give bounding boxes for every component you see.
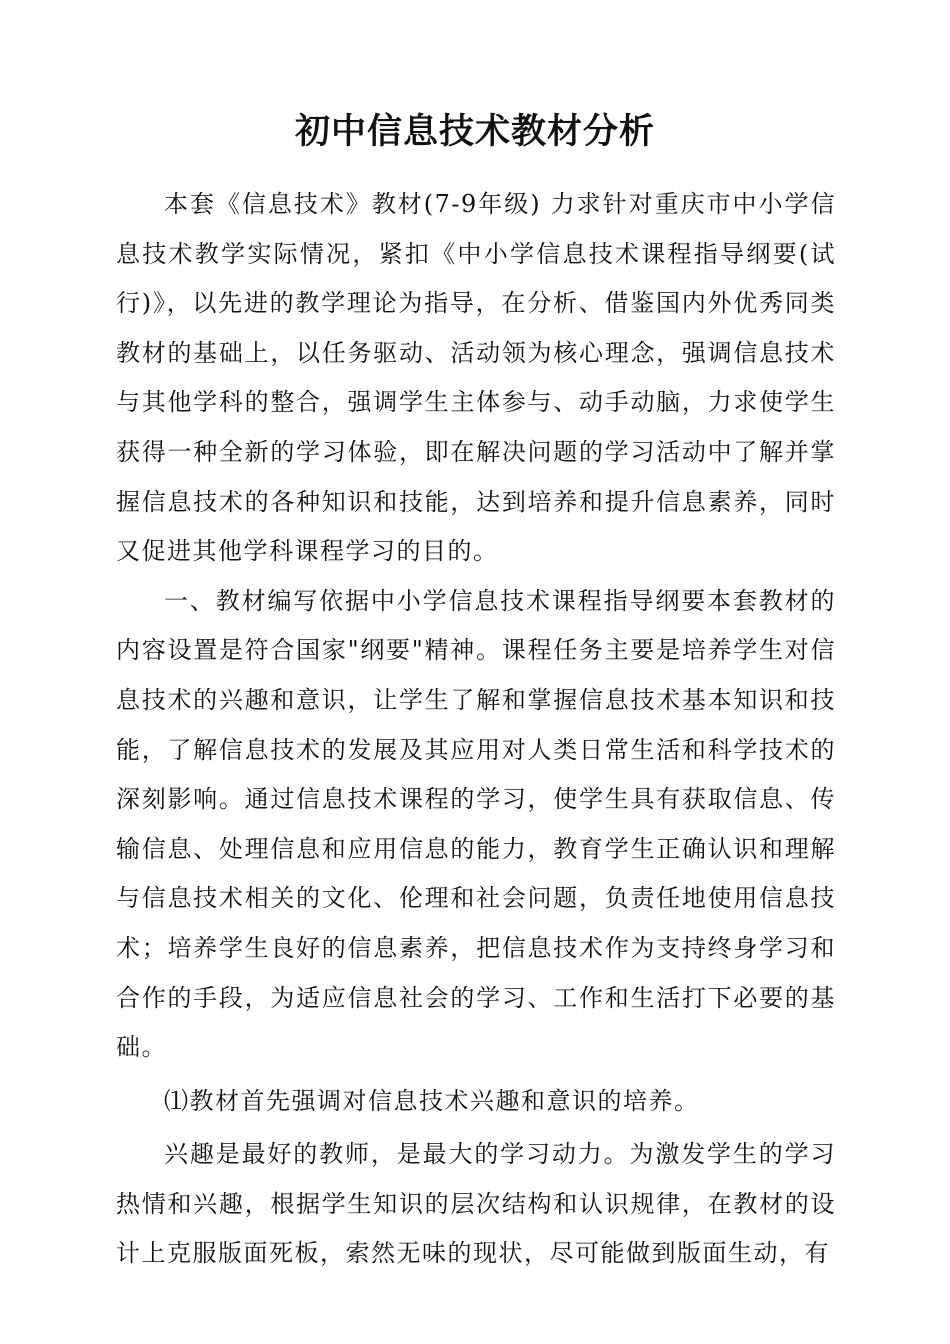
paragraph-intro: 本套《信息技术》教材(7-9年级) 力求针对重庆市中小学信息技术教学实际情况，紧扣《中小学信息技术课程指导纲要(试行)》，以先进的教学理论为指导，在分析、借鉴国内外优秀同类教材的基础上，以任务驱动、活动领为核心理念，强调信息技术与其他学科的整合，强调学生主体参与、动手动脑，力求使学生获得一种全新的学习体验，即在解决问题的学习活动中了解并掌握信息技术的各种知识和技能，达到培养和提升信息素养，同时又促进其他学科课程学习的目的。 xyxy=(116,190,836,566)
paragraph-point-one: ⑴教材首先强调对信息技术兴趣和意识的培养。 xyxy=(164,1086,700,1115)
document-body xyxy=(116,180,836,1279)
document-title: 初中信息技术教材分析 xyxy=(294,111,655,152)
paragraph-section-one: 一、教材编写依据中小学信息技术课程指导纲要本套教材的内容设置是符合国家"纲要"精神。课程任务主要是培养学生对信息技术的兴趣和意识，让学生了解和掌握信息技术基本知识和技能，了解信息技术的发展及其应用对人类日常生活和科学技术的深刻影响。通过信息技术课程的学习，使学生具有获取信息、传输信息、处理信息和应用信息的能力，教育学生正确认识和理解与信息技术相关的文化、伦理和社会问题，负责任地使用信息技术；培养学生良好的信息素养，把信息技术作为支持终身学习和合作的手段，为适应信息社会的学习、工作和生活打下必要的基础。 xyxy=(116,586,836,1062)
paragraph-interest: 兴趣是最好的教师，是最大的学习动力。为激发学生的学习热情和兴趣，根据学生知识的层次结构和认识规律，在教材的设计上克服版面死板，索然无味的现状，尽可能做到版面生动，有 xyxy=(116,1140,836,1268)
